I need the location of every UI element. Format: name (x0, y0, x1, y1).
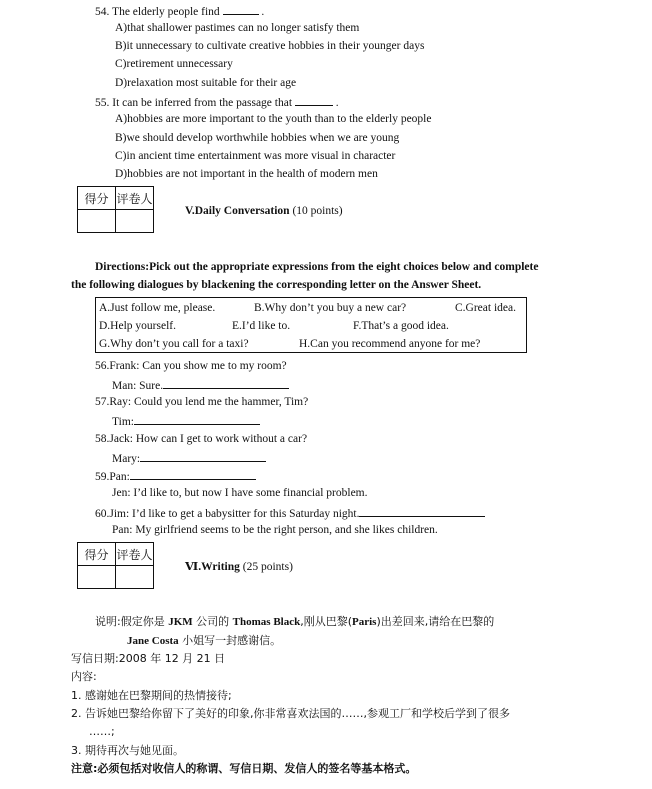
answer-blank (140, 450, 266, 462)
dialogue-60-speaker: 60.Jim: I’d like to get a babysitter for this Saturday night. (95, 508, 360, 520)
score-label: 得分 (78, 187, 116, 210)
instr-text: 公司的 (196, 615, 230, 628)
q54-option-c: C)retirement unnecessary (115, 58, 233, 70)
choice-a: A.Just follow me, please. (99, 302, 216, 314)
dialogue-59-line2: Jen: I’d like to, but now I have some financial problem. (112, 487, 368, 499)
q54-option-a: A)that shallower pastimes can no longer satisfy them (115, 22, 360, 34)
writer-name: Thomas Black (232, 616, 301, 628)
grader-cell (116, 566, 154, 589)
directions-line-1: Directions:Pick out the appropriate expressions from the eight choices below and complete (95, 261, 539, 273)
question-55 (95, 94, 339, 110)
choice-h: H.Can you recommend anyone for me? (299, 338, 481, 350)
dialogue-58-line1: 58.Jack: How can I get to work without a car? (95, 433, 308, 445)
grader-label: 评卷人 (116, 543, 154, 566)
writing-instructions-line2 (127, 634, 281, 648)
content-item-2-cont: ……; (89, 725, 115, 738)
answer-blank (163, 377, 289, 389)
instr-text: 说明:假定你是 (95, 615, 165, 628)
content-item-2: 2. 告诉她巴黎给你留下了美好的印象,你非常喜欢法国的……,参观工厂和学校后学到了很多 (71, 707, 510, 720)
section6-title: Ⅵ.Writing (185, 561, 240, 573)
choice-e: E.I’d like to. (232, 320, 291, 332)
grader-cell (116, 210, 154, 233)
dialogue-56-speaker: Man: Sure. (112, 380, 164, 392)
dialogue-59-speaker: 59.Pan: (95, 471, 130, 483)
section5-heading (185, 204, 343, 218)
dialogue-60-line2: Pan: My girlfriend seems to be the right person, and she likes children. (112, 524, 438, 536)
section6-heading (185, 560, 293, 574)
dialogue-58-speaker: Mary: (112, 453, 141, 465)
dialogue-57-line1: 57.Ray: Could you lend me the hammer, Tim? (95, 396, 309, 408)
answer-blank (359, 505, 485, 517)
choice-b: B.Why don’t you buy a new car? (254, 302, 407, 314)
q54-option-d: D)relaxation most suitable for their age (115, 77, 297, 89)
score-box-section6 (77, 542, 154, 589)
dialogue-56-line1: 56.Frank: Can you show me to my room? (95, 360, 287, 372)
question-55-end: . (335, 97, 339, 109)
recipient-name: Jane Costa (127, 635, 179, 647)
dialogue-57-line2 (112, 413, 260, 429)
section5-points: (10 points) (292, 205, 343, 217)
dialogue-60-line1 (95, 505, 485, 521)
q54-option-b: B)it unnecessary to cultivate creative hobbies in their younger days (115, 40, 425, 52)
date-line: 写信日期:2008 年 12 月 21 日 (71, 652, 226, 665)
instr-text: ,刚从巴黎( (300, 615, 353, 628)
question-54-end: . (261, 6, 265, 18)
dialogue-56-line2 (112, 377, 289, 393)
company-name: JKM (168, 616, 193, 628)
writing-instructions-line1 (95, 615, 494, 629)
score-label: 得分 (78, 543, 116, 566)
question-55-stem: 55. It can be inferred from the passage that (95, 97, 293, 109)
question-54 (95, 3, 264, 19)
score-box-section5 (77, 186, 154, 233)
answer-blank (295, 94, 333, 106)
dialogue-57-speaker: Tim: (112, 416, 134, 428)
choice-c: C.Great idea. (455, 302, 516, 314)
dialogue-58-line2 (112, 450, 266, 466)
content-item-1: 1. 感谢她在巴黎期间的热情接待; (71, 689, 232, 702)
instr-text: )出差回来,请给在巴黎的 (376, 615, 495, 628)
directions-line-2: the following dialogues by blackening the corresponding letter on the Answer Sheet. (71, 279, 482, 291)
score-cell (78, 210, 116, 233)
grader-label: 评卷人 (116, 187, 154, 210)
answer-blank (130, 468, 256, 480)
q55-option-c: C)in ancient time entertainment was more visual in character (115, 150, 396, 162)
section5-title: V.Daily Conversation (185, 205, 290, 217)
choice-f: F.That’s a good idea. (353, 320, 449, 332)
answer-blank (134, 413, 260, 425)
choice-d: D.Help yourself. (99, 320, 176, 332)
choice-g: G.Why don’t you call for a taxi? (99, 338, 249, 350)
q55-option-b: B)we should develop worthwhile hobbies when we are young (115, 132, 400, 144)
city-name: Paris (352, 616, 377, 628)
instr-text: 小姐写一封感谢信。 (182, 634, 282, 647)
dialogue-59-line1 (95, 468, 256, 484)
q55-option-a: A)hobbies are more important to the youth than to the elderly people (115, 113, 432, 125)
format-note: 注意:必须包括对收信人的称谓、写信日期、发信人的签名等基本格式。 (71, 762, 417, 775)
choices-box (95, 297, 527, 353)
answer-blank (223, 3, 259, 15)
question-54-stem: 54. The elderly people find (95, 6, 220, 18)
content-item-3: 3. 期待再次与她见面。 (71, 744, 184, 757)
section6-points: (25 points) (242, 561, 293, 573)
content-label: 内容: (71, 670, 97, 683)
q55-option-d: D)hobbies are not important in the health of modern men (115, 168, 378, 180)
score-cell (78, 566, 116, 589)
